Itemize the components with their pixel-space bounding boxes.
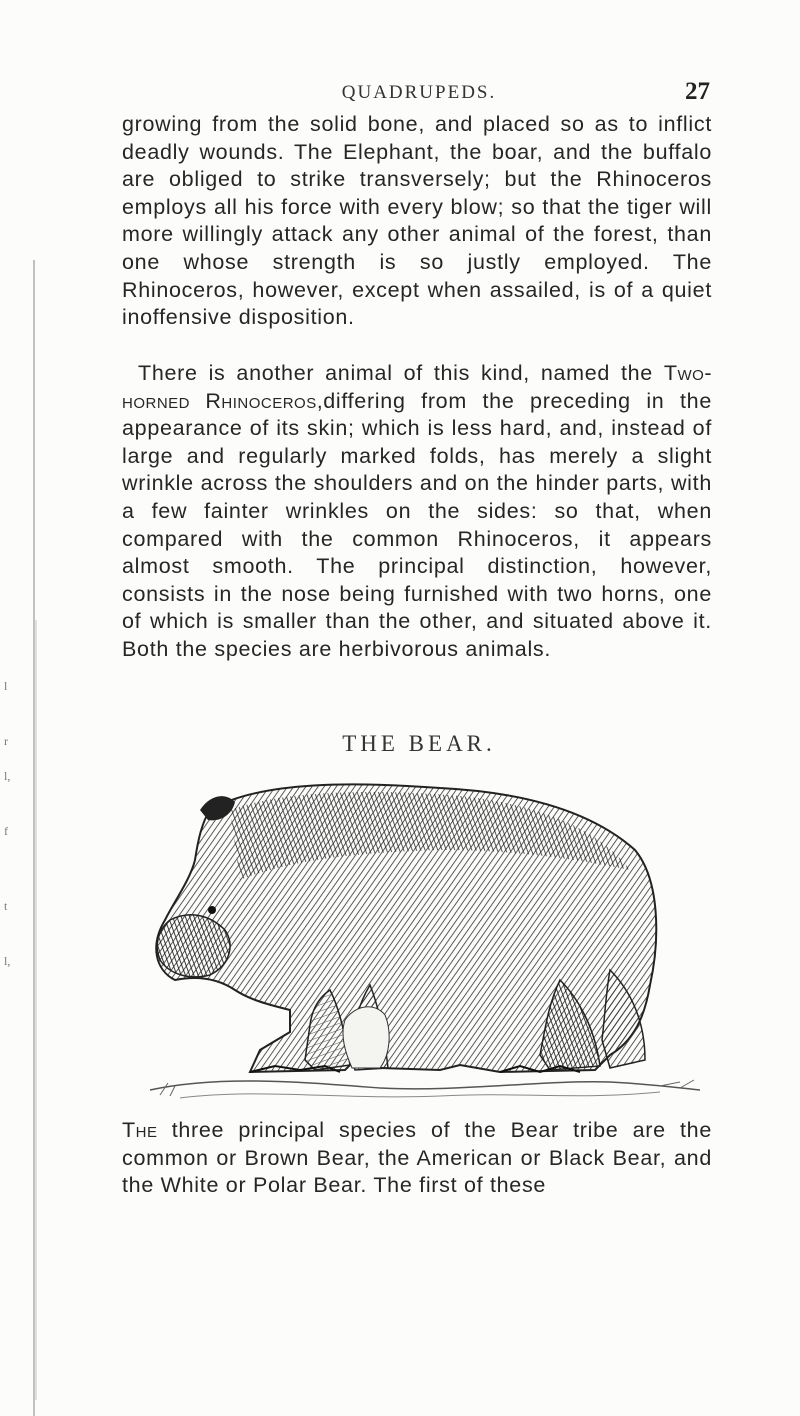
svg-text:t: t <box>4 899 8 913</box>
p3-text: three principal species of the Bear tribe are the common or Brown Bear, the American or Black Bear, and the White or Polar Bear. The first of these <box>122 1118 712 1198</box>
svg-text:r: r <box>4 734 8 748</box>
running-header <box>128 78 710 110</box>
section-heading-bear: THE BEAR. <box>342 731 496 756</box>
svg-text:l,: l, <box>4 954 11 968</box>
p2-species-name: Two-horned Rhinoceros, <box>122 361 712 413</box>
margin-bleed-marks <box>0 0 40 1416</box>
svg-text:l: l <box>4 679 8 693</box>
paragraph-bear-species <box>122 1117 712 1200</box>
page-number: 27 <box>685 78 710 105</box>
p2-rest: differing from the preceding in the appearance of its skin; which is less hard, and, instead of large and regularly marked folds, has merely a slight wrinkle across the shoulders and on the hinder parts, with a few fainter wrinkles on the sides: so that, when compared with the common Rhinoceros, it appears almost smooth. The principal distinction, however, consists in the nose being furnished with two horns, one of which is smaller than the other, and situated above it. Both the species are herbivorous animals. <box>122 388 712 661</box>
p2-intro: There is another animal of this kind, named the <box>138 361 653 385</box>
paragraph-rhinoceros-horn: growing from the solid bone, and placed so as to inflict deadly wounds. The Elephant, the boar, and the buffalo are obliged to strike transversely; but the Rhinoceros employs all his force with every blow; so that the tiger will more willingly attack any other animal of the forest, than one whose strength is so justly employed. The Rhinoceros, however, except when assailed, is of a quiet inoffensive disposition. <box>122 112 712 330</box>
running-title: QUADRUPEDS. <box>341 82 497 103</box>
svg-text:f: f <box>4 824 8 838</box>
p3-lead: The <box>122 1118 158 1142</box>
bear-engraving-illustration <box>140 770 710 1110</box>
svg-text:l,: l, <box>4 769 11 783</box>
paragraph-two-horned-rhinoceros <box>122 360 712 664</box>
